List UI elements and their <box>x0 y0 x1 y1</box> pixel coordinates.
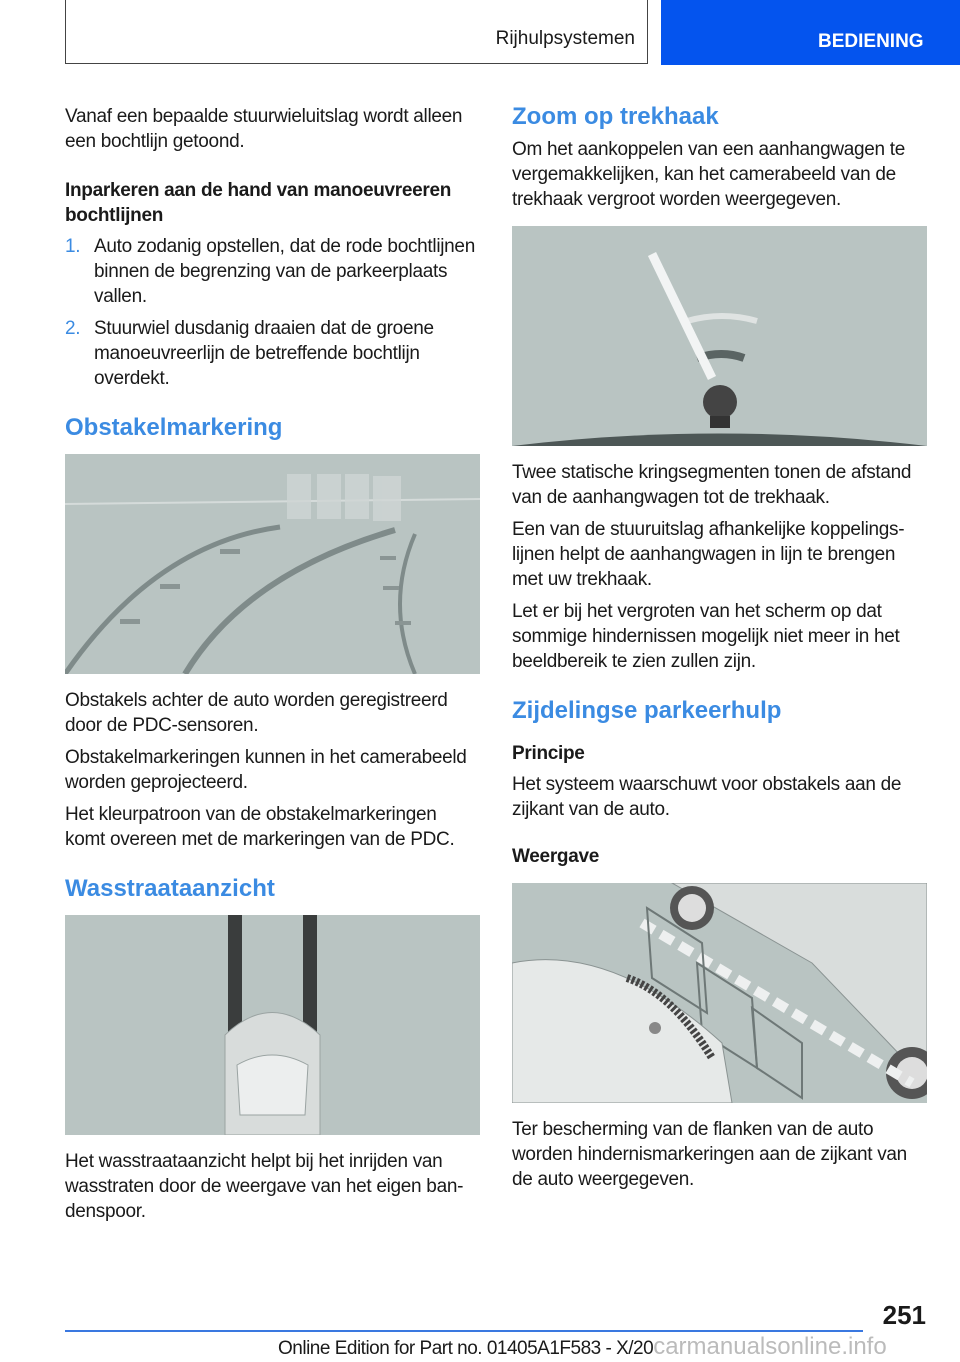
side-parking-assist-image <box>512 883 927 1103</box>
heading-wasstraataanzicht: Wasstraataanzicht <box>65 875 275 902</box>
steps-list <box>65 234 481 391</box>
weergave-text: Ter bescherming van de flanken van de auto worden hindernismarkeringen aan de zijkant van de auto weergegeven. <box>512 1119 907 1190</box>
obstacle-text-3: Het kleurpatroon van de obstakelmarkeringen komt overeen met de markeringen van de PDC. <box>65 804 455 850</box>
header-section-box <box>65 0 648 64</box>
car-wash-view-image <box>65 915 480 1135</box>
intro-text: Vanaf een bepaalde stuurwieluitslag wordt alleen een bochtlijn getoond. <box>65 106 463 152</box>
subheading-inparkeren: Inparkeren aan de hand van manoeuvreeren bochtlijnen <box>65 180 452 226</box>
heading-zijdelingse-parkeerhulp: Zijdelingse parkeerhulp <box>512 697 782 724</box>
right-column <box>512 104 928 1199</box>
left-column <box>65 104 481 1231</box>
section-title: Rijhulpsystemen <box>495 28 635 49</box>
step-number: 2. <box>65 318 81 339</box>
heading-zoom-trekhaak: Zoom op trekhaak <box>512 103 719 130</box>
obstacle-text-2: Obstakelmarkeringen kunnen in het camerabeeld worden geprojecteerd. <box>65 747 467 793</box>
zoom-text-1: Twee statische kringsegmenten tonen de afstand van de aanhangwagen tot de trekhaak. <box>512 462 912 508</box>
step-number: 1. <box>65 236 81 257</box>
heading-obstakelmarkering: Obstakelmarkering <box>65 414 283 441</box>
principe-text: Het systeem waarschuwt voor obstakels aan de zijkant van de auto. <box>512 774 902 820</box>
chapter-tab: BEDIENING <box>661 0 960 65</box>
car-wash-text: Het wasstraataanzicht helpt bij het inrijden van wasstraten door de weergave van het eigen bandenspoor. <box>65 1151 464 1222</box>
obstacle-marking-image <box>65 454 480 674</box>
page-number: 251 <box>882 1300 926 1330</box>
watermark[interactable]: carmanualsonline.info <box>653 1333 887 1360</box>
zoom-text-2: Een van de stuuruitslag afhankelijke koppelingslijnen helpt de aanhangwagen in lijn te brengen met uw trekhaak. <box>512 519 905 590</box>
obstacle-text-1: Obstakels achter de auto worden geregistreerd door de PDC-sensoren. <box>65 690 448 736</box>
step-text: Stuurwiel dusdanig draaien dat de groene manoeuvreerlijn de betreffende bochtlijn overdekt. <box>94 318 434 389</box>
subheading-weergave: Weergave <box>512 846 600 867</box>
zoom-intro-text: Om het aankoppelen van een aanhangwagen te vergemakkelijken, kan het camerabeeld van de trekhaak vergroot worden weergegeven. <box>512 139 906 210</box>
footer-edition <box>278 1333 887 1361</box>
tow-hitch-zoom-image <box>512 226 927 446</box>
zoom-text-3: Let er bij het vergroten van het scherm op dat sommige hindernissen mogelijk niet meer in het beeldbereik te zien zullen zijn. <box>512 601 900 672</box>
subheading-principe: Principe <box>512 743 585 764</box>
list-item <box>65 316 481 391</box>
step-text: Auto zodanig opstellen, dat de rode bochtlijnen binnen de begrenzing van de parkeerplaats vallen. <box>94 236 475 307</box>
edition-text: Online Edition for Part no. 01405A1F583 - X/20 <box>278 1338 654 1359</box>
footer-divider <box>65 1330 863 1332</box>
list-item <box>65 234 481 309</box>
